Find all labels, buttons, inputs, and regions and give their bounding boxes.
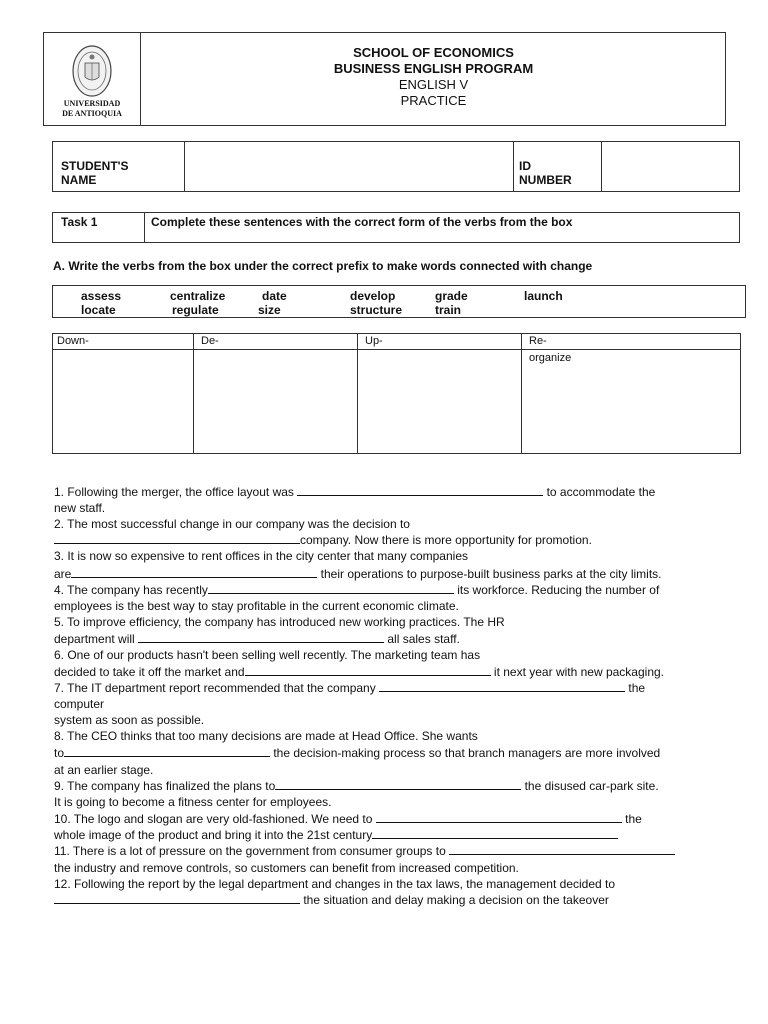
answer-blank[interactable] [449,843,675,855]
answer-blank[interactable] [138,631,384,643]
verb-item: launch [524,289,563,303]
question-7-cont-2: system as soon as possible. [54,713,205,727]
answer-blank[interactable] [275,778,521,790]
header-box [43,32,726,126]
id-number-field[interactable] [601,142,740,191]
answer-blank[interactable] [245,664,491,676]
student-info-table [52,141,740,192]
question-5-cont: department will all sales staff. [54,632,460,646]
verb-item: date [262,289,287,303]
answer-blank[interactable] [376,811,622,823]
task-box [52,212,740,243]
question-3-cont: are their operations to purpose-built business parks at the city limits. [54,567,662,581]
question-2: 2. The most successful change in our company was the decision to [54,517,410,531]
program-title: BUSINESS ENGLISH PROGRAM [333,61,534,76]
verb-item: develop [350,289,396,303]
question-8-cont-2: at an earlier stage. [54,763,154,777]
logo-antioquia-text: DE ANTIOQUIA [62,109,122,118]
practice-title: PRACTICE [400,93,467,108]
answer-blank[interactable] [71,566,317,578]
prefix-header-re: Re- [529,335,547,347]
question-9: 9. The company has finalized the plans to the disused car-park site. [54,779,659,793]
logo-university-text: UNIVERSIDAD [63,99,121,108]
question-12-cont: the situation and delay making a decision on the takeover [54,892,609,908]
question-3: 3. It is now so expensive to rent offices in the city center that many companies [54,549,468,563]
answer-blank[interactable] [64,745,270,757]
student-name-field[interactable] [184,142,514,191]
question-1: 1. Following the merger, the office layout was to accommodate the [54,485,656,499]
answer-blank[interactable] [54,532,300,544]
question-6: 6. One of our products hasn't been selling well recently. The marketing team has [54,648,481,662]
task-instruction: Complete these sentences with the correct form of the verbs from the box [151,215,573,229]
question-1-cont: new staff. [54,501,106,515]
verb-item: grade [435,289,468,303]
answer-blank[interactable] [372,827,618,839]
school-title: SCHOOL OF ECONOMICS [353,45,514,60]
answer-blank[interactable] [54,892,300,904]
prefix-header-up: Up- [365,335,383,347]
question-8-cont: to the decision-making process so that branch managers are more involved [54,746,661,760]
answer-blank[interactable] [297,484,543,496]
prefix-header-de: De- [201,335,219,347]
question-7-cont: computer [54,697,105,711]
question-10: 10. The logo and slogan are very old-fashioned. We need to the [54,812,642,826]
question-10-cont: whole image of the product and bring it into the 21st century [54,827,618,843]
prefix-table [52,333,741,454]
question-8: 8. The CEO thinks that too many decisions are made at Head Office. She wants [54,729,478,743]
verb-item: regulate [172,303,219,317]
id-number-label: ID NUMBER [519,159,572,187]
logo-cell [44,33,141,125]
question-6-cont: decided to take it off the market and it next year with new packaging. [54,665,665,679]
student-name-label: STUDENT'S NAME [61,159,129,187]
verb-item: locate [81,303,116,317]
verb-box [52,285,746,318]
question-2-cont: company. Now there is more opportunity for promotion. [54,532,592,548]
prefix-example-word: organize [529,352,572,364]
answer-blank[interactable] [379,680,625,692]
question-4-cont: employees is the best way to stay profitable in the current economic climate. [54,599,459,613]
verb-item: train [435,303,462,317]
prefix-header-down: Down- [57,335,89,347]
header-titles [140,45,727,109]
question-7: 7. The IT department report recommended that the company the [54,681,646,695]
question-12: 12. Following the report by the legal department and changes in the tax laws, the management decided to [54,877,616,891]
verb-item: assess [81,289,122,303]
verb-item: centralize [170,289,226,303]
section-a-heading: A. Write the verbs from the box under the correct prefix to make words connected with change [53,259,593,273]
course-title: ENGLISH V [398,77,469,92]
question-11-cont: the industry and remove controls, so customers can benefit from increased competition. [54,861,519,875]
verb-item: structure [350,303,403,317]
question-9-cont: It is going to become a fitness center for employees. [54,795,332,809]
question-11: 11. There is a lot of pressure on the government from consumer groups to [54,843,675,859]
question-5: 5. To improve efficiency, the company has introduced new working practices. The HR [54,615,505,629]
verb-item: size [258,303,281,317]
question-4: 4. The company has recently its workforce. Reducing the number of [54,583,660,597]
answer-blank[interactable] [208,582,454,594]
task-label: Task 1 [61,215,98,229]
